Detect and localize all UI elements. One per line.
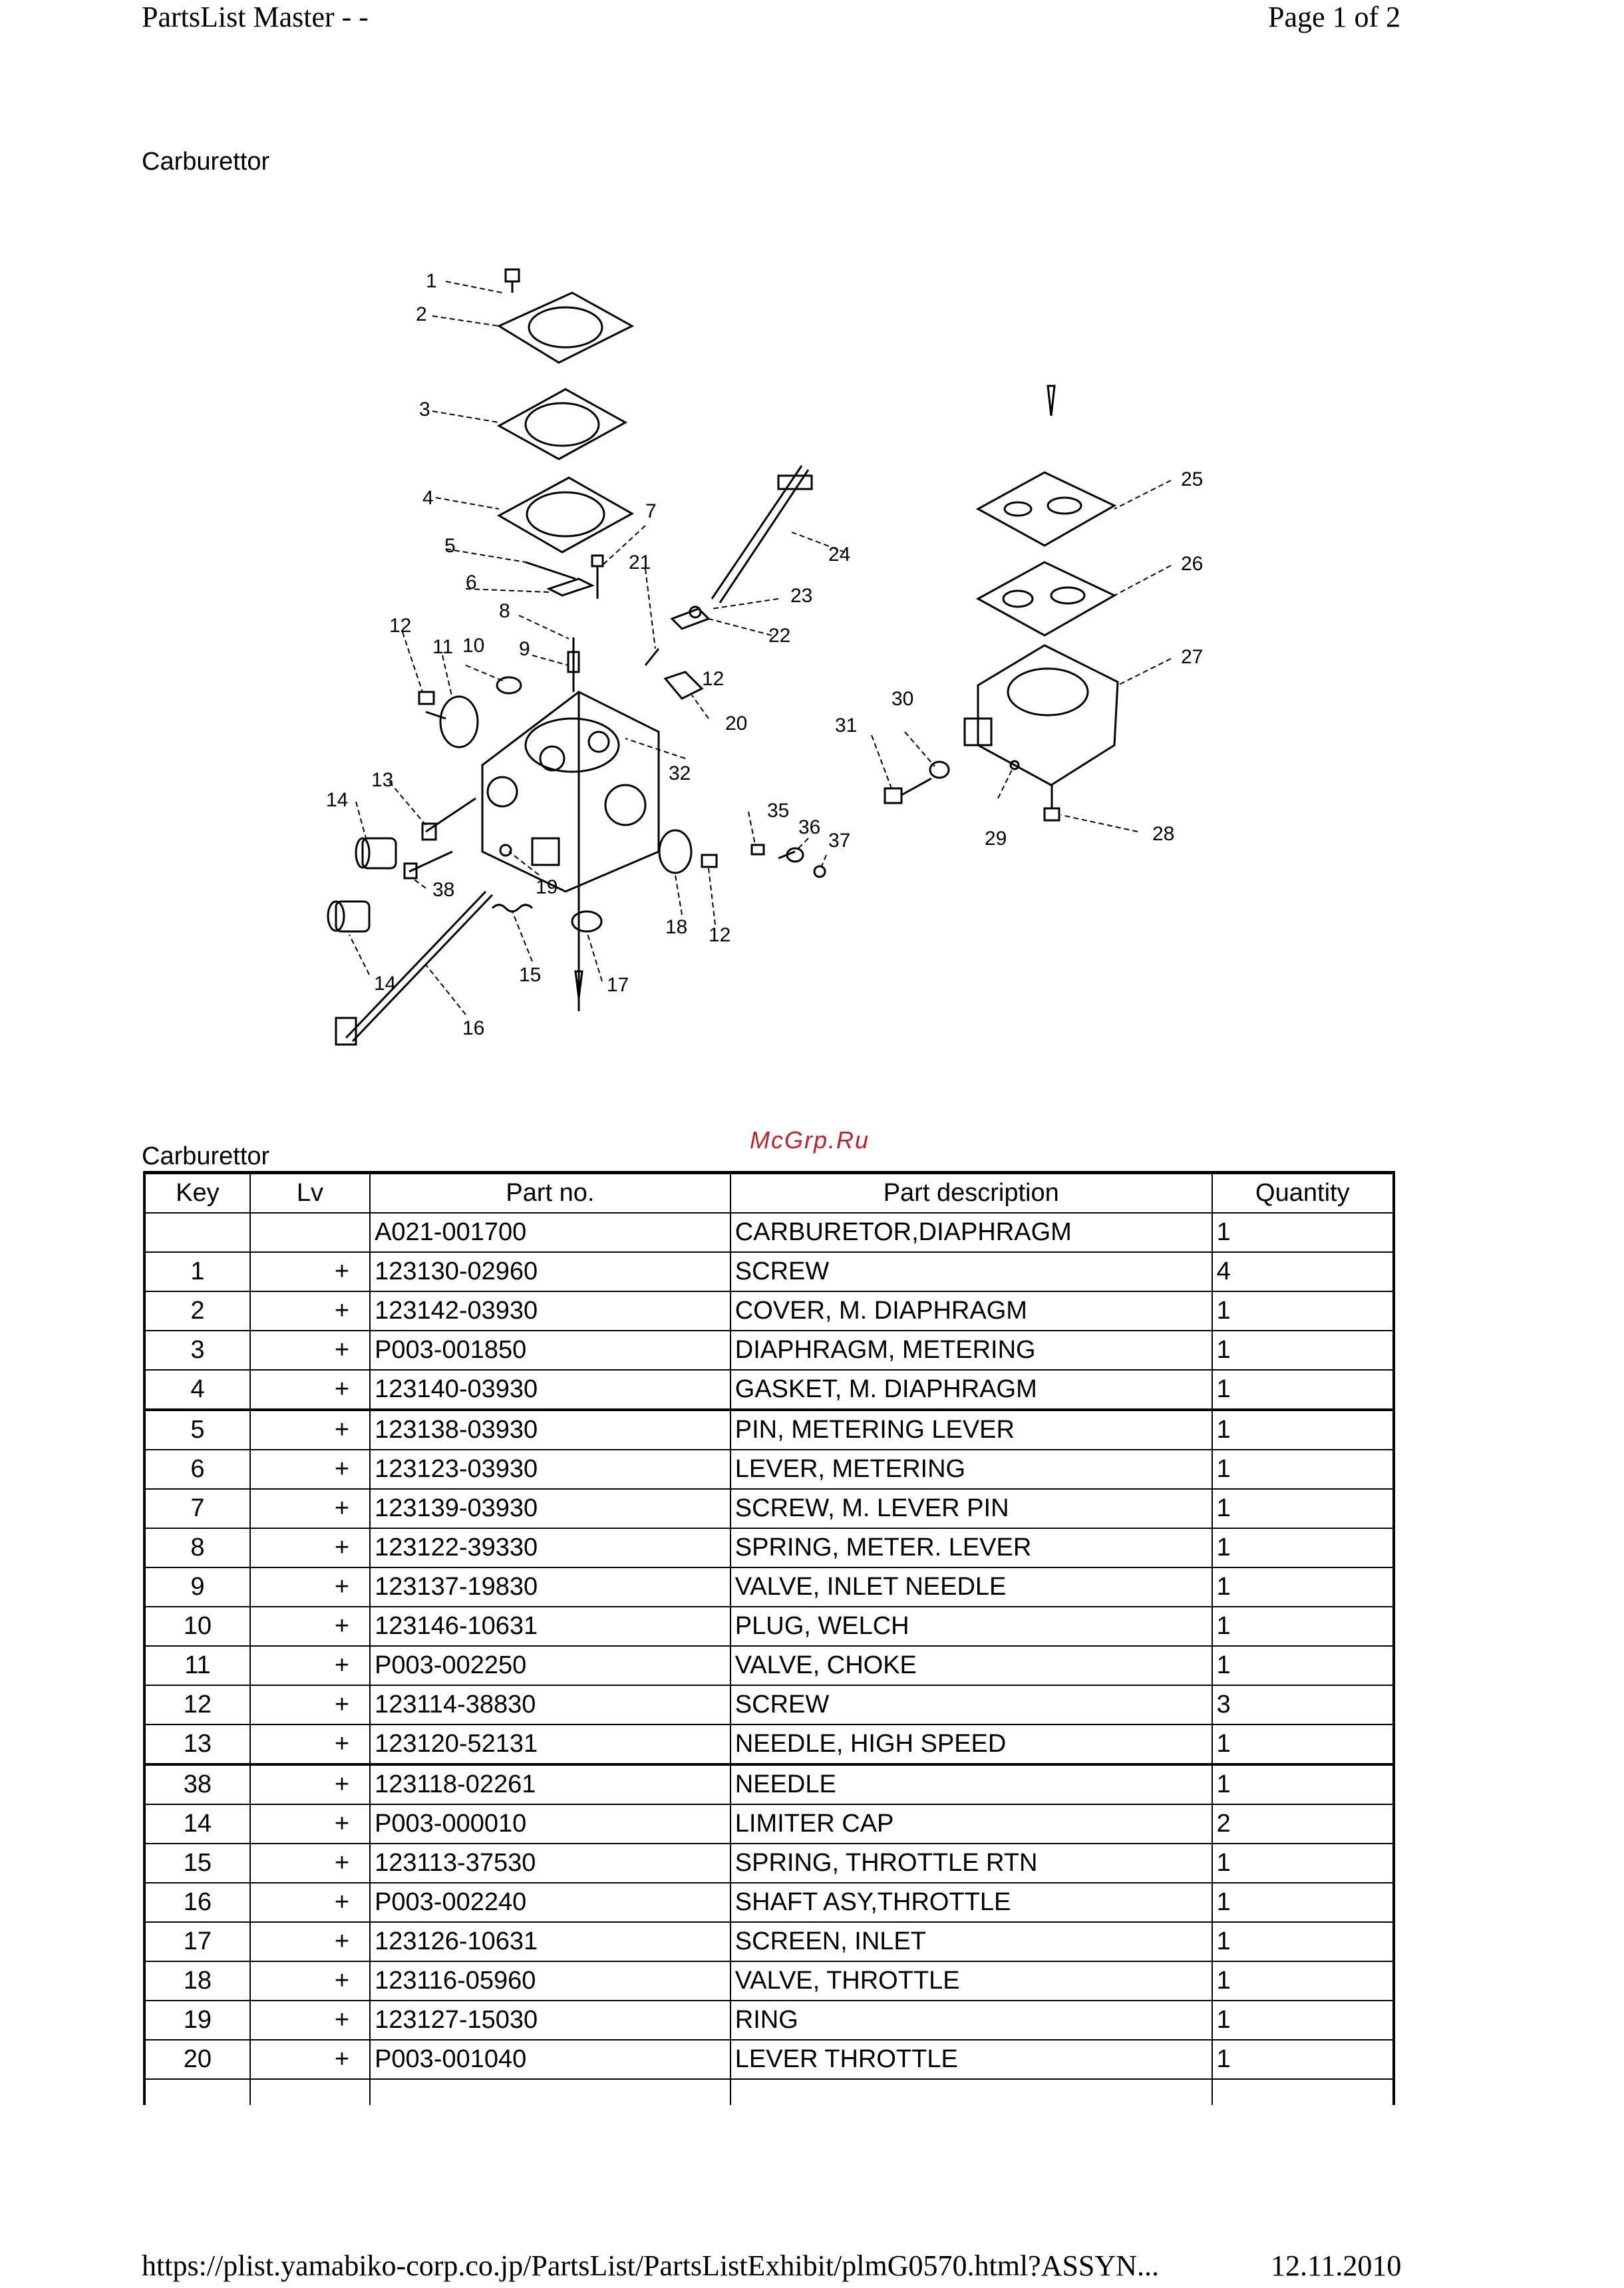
table-row (144, 1370, 1394, 1410)
cell-part-no: A021-001700 (370, 1213, 731, 1252)
table-row (144, 1961, 1394, 2001)
callout-label: 28 (1152, 823, 1175, 845)
callout-label: 20 (725, 713, 748, 735)
callout-label: 14 (326, 789, 349, 811)
cell-key: 18 (144, 1961, 250, 2001)
cell-lv: + (250, 1764, 370, 1804)
cell-part-no: 123138-03930 (370, 1410, 731, 1450)
callout-label: 12 (709, 924, 731, 946)
cell-lv: + (250, 2001, 370, 2040)
table-row (144, 1291, 1394, 1331)
callout-label: 15 (519, 964, 542, 986)
table-row (144, 1685, 1394, 1724)
callout-label: 14 (374, 973, 397, 995)
cell-description: VALVE, INLET NEEDLE (731, 1567, 1212, 1607)
cell-part-no: 123120-52131 (370, 1724, 731, 1764)
cell-quantity: 1 (1212, 1410, 1394, 1450)
callout-label: 9 (519, 638, 530, 660)
cell-part-no: P003-001850 (370, 1331, 731, 1370)
table-row-continued (144, 2079, 1394, 2105)
cell-description: NEEDLE, HIGH SPEED (731, 1724, 1212, 1764)
watermark: McGrp.Ru (750, 1126, 870, 1154)
callout-label: 23 (790, 585, 813, 607)
callout-label: 38 (432, 879, 455, 901)
column-header-description: Part description (731, 1173, 1212, 1214)
cell-description: SCREW, M. LEVER PIN (731, 1489, 1212, 1528)
cell-lv: + (250, 1370, 370, 1410)
cell-lv: + (250, 1844, 370, 1883)
cell-quantity: 1 (1212, 1450, 1394, 1489)
cell-quantity: 1 (1212, 2040, 1394, 2079)
table-row (144, 1213, 1394, 1252)
cell-part-no: 123127-15030 (370, 2001, 731, 2040)
cell-description: SHAFT ASY,THROTTLE (731, 1883, 1212, 1922)
page-number: Page 1 of 2 (1268, 1, 1401, 33)
callout-label: 32 (669, 762, 691, 784)
cell-lv: + (250, 1291, 370, 1331)
cell-quantity: 1 (1212, 1291, 1394, 1331)
cell-description: SPRING, THROTTLE RTN (731, 1844, 1212, 1883)
cell-key: 9 (144, 1567, 250, 1607)
cell-part-no: 123139-03930 (370, 1489, 731, 1528)
table-title: Carburettor (142, 1142, 270, 1170)
cell-description: CARBURETOR,DIAPHRAGM (731, 1213, 1212, 1252)
cell-key: 13 (144, 1724, 250, 1764)
callout-label: 27 (1181, 646, 1204, 668)
callout-label: 22 (768, 625, 791, 647)
table-row (144, 1844, 1394, 1883)
cell-part-no: 123123-03930 (370, 1450, 731, 1489)
cell-key: 20 (144, 2040, 250, 2079)
page-header-title: PartsList Master - - (142, 1, 369, 33)
cell-lv: + (250, 1567, 370, 1607)
cell-description: PLUG, WELCH (731, 1607, 1212, 1646)
cell-lv: + (250, 1331, 370, 1370)
cell-part-no: 123114-38830 (370, 1685, 731, 1724)
cell-description: LEVER, METERING (731, 1450, 1212, 1489)
cell-part-no: 123118-02261 (370, 1764, 731, 1804)
cell-quantity: 1 (1212, 1528, 1394, 1567)
cell-key: 11 (144, 1646, 250, 1685)
table-row (144, 2040, 1394, 2079)
cell-part-no: 123146-10631 (370, 1607, 731, 1646)
callout-label: 13 (371, 769, 394, 791)
cell-description: LEVER THROTTLE (731, 2040, 1212, 2079)
cell-quantity: 3 (1212, 1685, 1394, 1724)
cell-quantity: 1 (1212, 1844, 1394, 1883)
cell-key: 19 (144, 2001, 250, 2040)
cell-part-no: 123130-02960 (370, 1252, 731, 1291)
callout-label: 19 (536, 876, 558, 898)
exploded-diagram (313, 253, 1244, 1064)
cell-lv: + (250, 1528, 370, 1567)
carburetor-exploded-icon (313, 253, 1244, 1064)
cell-description: SCREEN, INLET (731, 1922, 1212, 1961)
cell-description: NEEDLE (731, 1764, 1212, 1804)
callout-label: 17 (607, 974, 629, 996)
cell-quantity: 1 (1212, 1646, 1394, 1685)
table-row (144, 1252, 1394, 1291)
table-header-row (144, 1173, 1394, 1214)
cell-quantity: 1 (1212, 1922, 1394, 1961)
cell-lv: + (250, 1607, 370, 1646)
callout-label: 8 (499, 600, 510, 622)
callout-label: 1 (426, 270, 437, 292)
callout-label: 11 (432, 636, 454, 658)
cell-part-no: P003-000010 (370, 1804, 731, 1844)
cell-lv: + (250, 1489, 370, 1528)
callout-label: 6 (466, 572, 477, 593)
cell-key: 8 (144, 1528, 250, 1567)
table-row (144, 1567, 1394, 1607)
column-header-part-no: Part no. (370, 1173, 731, 1214)
cell-key: 15 (144, 1844, 250, 1883)
table-row (144, 1410, 1394, 1450)
callout-label: 12 (702, 668, 725, 690)
cell-description: RING (731, 2001, 1212, 2040)
cell-description: COVER, M. DIAPHRAGM (731, 1291, 1212, 1331)
footer-url: https://plist.yamabiko-corp.co.jp/PartsList/PartsListExhibit/plmG0570.html?ASSYN... (142, 2249, 1159, 2282)
diagram-section-title: Carburettor (142, 148, 270, 176)
callout-label: 25 (1181, 468, 1204, 490)
cell-key: 17 (144, 1922, 250, 1961)
cell-lv: + (250, 1646, 370, 1685)
cell-part-no: 123137-19830 (370, 1567, 731, 1607)
cell-key (144, 1213, 250, 1252)
cell-quantity: 1 (1212, 1883, 1394, 1922)
callout-label: 37 (828, 830, 851, 852)
callout-label: 29 (985, 828, 1007, 850)
cell-lv: + (250, 1252, 370, 1291)
column-header-quantity: Quantity (1212, 1173, 1394, 1214)
callout-label: 7 (645, 500, 657, 522)
footer-date: 12.11.2010 (1271, 2249, 1402, 2282)
cell-part-no: 123122-39330 (370, 1528, 731, 1567)
cell-key: 7 (144, 1489, 250, 1528)
cell-part-no: 123140-03930 (370, 1370, 731, 1410)
cell-lv: + (250, 1804, 370, 1844)
table-row (144, 1528, 1394, 1567)
callout-label: 36 (798, 816, 821, 838)
cell-part-no: P003-002240 (370, 1883, 731, 1922)
cell-description: DIAPHRAGM, METERING (731, 1331, 1212, 1370)
cell-key: 2 (144, 1291, 250, 1331)
callout-label: 10 (462, 635, 485, 657)
cell-quantity: 4 (1212, 1252, 1394, 1291)
cell-key: 12 (144, 1685, 250, 1724)
table-row (144, 1331, 1394, 1370)
cell-quantity: 1 (1212, 1961, 1394, 2001)
cell-quantity: 1 (1212, 2001, 1394, 2040)
cell-key: 1 (144, 1252, 250, 1291)
cell-description: SPRING, METER. LEVER (731, 1528, 1212, 1567)
cell-lv: + (250, 1922, 370, 1961)
cell-part-no: 123113-37530 (370, 1844, 731, 1883)
cell-part-no: 123126-10631 (370, 1922, 731, 1961)
cell-key: 4 (144, 1370, 250, 1410)
cell-key: 3 (144, 1331, 250, 1370)
callout-label: 26 (1181, 553, 1204, 575)
table-row (144, 1607, 1394, 1646)
cell-description: SCREW (731, 1252, 1212, 1291)
table-row (144, 1883, 1394, 1922)
column-header-lv: Lv (250, 1173, 370, 1214)
cell-quantity: 1 (1212, 1764, 1394, 1804)
cell-quantity: 1 (1212, 1213, 1394, 1252)
cell-quantity: 1 (1212, 1489, 1394, 1528)
cell-lv: + (250, 1450, 370, 1489)
cell-lv: + (250, 1724, 370, 1764)
table-row (144, 2001, 1394, 2040)
cell-lv: + (250, 1883, 370, 1922)
cell-lv (250, 1213, 370, 1252)
parts-table (143, 1171, 1395, 2105)
table-row (144, 1724, 1394, 1764)
callout-label: 18 (665, 916, 688, 938)
cell-quantity: 1 (1212, 1567, 1394, 1607)
table-row (144, 1646, 1394, 1685)
column-header-key: Key (144, 1173, 250, 1214)
callout-label: 35 (767, 800, 790, 822)
cell-part-no: P003-002250 (370, 1646, 731, 1685)
cell-key: 16 (144, 1883, 250, 1922)
cell-quantity: 2 (1212, 1804, 1394, 1844)
table-row (144, 1764, 1394, 1804)
callout-label: 31 (835, 715, 858, 736)
callout-label: 4 (422, 487, 434, 509)
cell-quantity: 1 (1212, 1607, 1394, 1646)
cell-part-no: P003-001040 (370, 2040, 731, 2079)
table-row (144, 1489, 1394, 1528)
cell-description: GASKET, M. DIAPHRAGM (731, 1370, 1212, 1410)
cell-description: LIMITER CAP (731, 1804, 1212, 1844)
callout-label: 5 (444, 535, 456, 557)
cell-description: PIN, METERING LEVER (731, 1410, 1212, 1450)
callout-label: 3 (419, 399, 430, 420)
callout-label: 16 (462, 1017, 485, 1039)
callout-label: 12 (389, 615, 412, 637)
cell-lv: + (250, 1410, 370, 1450)
cell-lv: + (250, 1961, 370, 2001)
cell-lv: + (250, 2040, 370, 2079)
table-row (144, 1450, 1394, 1489)
cell-description: VALVE, CHOKE (731, 1646, 1212, 1685)
callout-label: 21 (629, 552, 651, 573)
callout-label: 30 (892, 688, 914, 710)
table-row (144, 1922, 1394, 1961)
cell-key: 6 (144, 1450, 250, 1489)
cell-key: 5 (144, 1410, 250, 1450)
table-row (144, 1804, 1394, 1844)
cell-lv: + (250, 1685, 370, 1724)
cell-description: SCREW (731, 1685, 1212, 1724)
callout-label: 2 (416, 303, 427, 325)
cell-quantity: 1 (1212, 1370, 1394, 1410)
cell-key: 14 (144, 1804, 250, 1844)
cell-quantity: 1 (1212, 1331, 1394, 1370)
cell-key: 38 (144, 1764, 250, 1804)
cell-key: 10 (144, 1607, 250, 1646)
cell-part-no: 123116-05960 (370, 1961, 731, 2001)
diagram-callouts (326, 270, 1203, 1039)
cell-description: VALVE, THROTTLE (731, 1961, 1212, 2001)
callout-label: 24 (828, 544, 851, 566)
cell-quantity: 1 (1212, 1724, 1394, 1764)
cell-part-no: 123142-03930 (370, 1291, 731, 1331)
